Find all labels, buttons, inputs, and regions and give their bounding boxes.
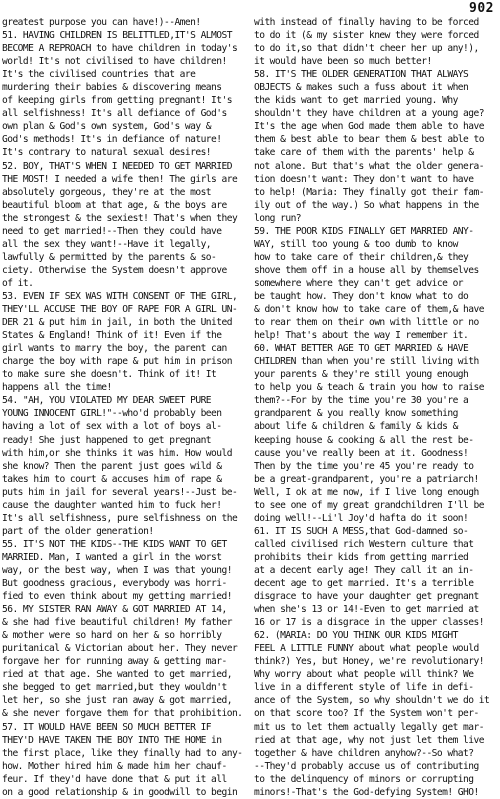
text-line: ance of the System, so why shouldn't we do it xyxy=(254,695,490,707)
text-line: But goodness gracious, everybody was horri- xyxy=(2,578,227,590)
text-line: on that score too? If the System won't per- xyxy=(254,708,479,720)
text-line: & she never forgave them for that prohibition. xyxy=(2,708,243,720)
text-line: be taught how. They don't know what to do xyxy=(254,290,469,302)
text-line: It's contrary to natural sexual desires! xyxy=(2,147,212,159)
text-line: own plan & God's own system, God's way & xyxy=(2,121,212,133)
text-line: ried at that age, why not just let them live xyxy=(254,734,484,746)
text-line: need to get married!--Then they could have xyxy=(2,225,222,237)
text-line: It's the age when God made them able to have xyxy=(254,121,484,133)
text-line: let her, so she just ran away & got married, xyxy=(2,695,232,707)
text-line: Well, I ok at me now, if I live long enough xyxy=(254,486,479,498)
text-line: the kids want to get married young. Why xyxy=(254,95,458,107)
text-line: them & best able to bear them & best able to xyxy=(254,134,484,146)
text-line: ily out of the way.) So what happens in the xyxy=(254,199,479,211)
text-line: of it. xyxy=(2,277,34,289)
text-line: all the sex they want!--Have it legally, xyxy=(2,238,212,250)
text-line: cause the daughter wanted him to fuck her! xyxy=(2,499,222,511)
text-line: MARRIED. Man, I wanted a girl in the worst xyxy=(2,551,222,563)
text-line: grandparent & you really know something xyxy=(254,408,458,420)
text-line: long run? xyxy=(254,212,302,224)
text-line: & don't know how to take care of them,& have xyxy=(254,304,484,316)
text-line: YOUNG INNOCENT GIRL!"--who'd probably been xyxy=(2,408,222,420)
text-line: to help! (Maria: They finally got their fam- xyxy=(254,186,484,198)
text-line: mit us to let them actually legally get mar- xyxy=(254,721,484,733)
text-line: to help you & teach & train you how to raise xyxy=(254,382,484,394)
text-line: THEY'LL ACCUSE THE BOY OF RAPE FOR A GIRL UN- xyxy=(2,304,238,316)
text-line: it would have been so much better! xyxy=(254,56,432,68)
text-line: greatest purpose you can have!)--Amen! xyxy=(2,17,201,28)
text-line: 62. (MARIA: DO YOU THINK OUR KIDS MIGHT xyxy=(254,630,458,642)
text-line: tion doesn't want: They don't want to have xyxy=(254,173,474,185)
text-line: doing well!--Li'l Joy'd hafta do it soon! xyxy=(254,512,469,524)
text-line: ciety. Otherwise the System doesn't approve xyxy=(2,264,227,276)
text-line: how to take care of their children,& they xyxy=(254,251,469,263)
text-line: happens all the time! xyxy=(2,382,112,394)
text-line: all selfishness! It's all defiance of God's xyxy=(2,108,227,120)
text-line: 58. IT'S THE OLDER GENERATION THAT ALWAYS xyxy=(254,69,469,81)
text-line: States & England! Think of it! Even if the xyxy=(2,330,222,342)
text-line: charge the boy with rape & put him in prison xyxy=(2,356,232,368)
text-line: with him,or she thinks it was him. How would xyxy=(2,447,232,459)
text-line: she begged to get married,but they wouldn't xyxy=(2,682,227,694)
text-line: 52. BOY, THAT'S WHEN I NEEDED TO GET MARRIED xyxy=(2,160,232,172)
text-line: 16 or 17 is a disgrace in the upper classes! xyxy=(254,617,484,629)
text-line: how. Mother hired him & made him her chauf- xyxy=(2,760,227,772)
text-line: of keeping girls from getting pregnant! It's xyxy=(2,95,232,107)
text-line: prohibits their kids from getting married xyxy=(254,551,469,563)
text-line: & she had five beautiful children! My father xyxy=(2,617,232,629)
text-line: lawfully & permitted by the parents & so- xyxy=(2,251,217,263)
text-line: to see one of my great grandchildren I'll be xyxy=(254,499,484,511)
text-line: on a good relationship & in goodwill to begin xyxy=(2,786,238,798)
text-line: beautiful bloom at that age, & the boys are xyxy=(2,199,227,211)
text-line: think?) Yes, but Honey, we're revolutionary! xyxy=(254,656,484,668)
text-line: the first place, like they finally had to any- xyxy=(2,747,243,759)
text-line: somewhere where they can't get advice or xyxy=(254,277,464,289)
text-line: forgave her for running away & getting mar- xyxy=(2,656,227,668)
right-column xyxy=(254,16,498,799)
text-line: with instead of finally having to be forced xyxy=(254,17,479,28)
text-line: It's the civilised countries that are xyxy=(2,69,196,81)
text-line: OBJECTS & makes such a fuss about it when xyxy=(254,82,469,94)
text-line: absolutely gorgeous, they're at the most xyxy=(2,186,212,198)
text-line: feur. If they'd have done that & put it all xyxy=(2,773,227,785)
text-line: 59. THE POOR KIDS FINALLY GET MARRIED ANY- xyxy=(254,225,474,237)
text-line: together & have children anyhow?--So what? xyxy=(254,747,474,759)
text-line: fied to even think about my getting married! xyxy=(2,591,232,603)
left-column xyxy=(2,16,246,799)
text-line: Why worry about what people will think? We xyxy=(254,669,474,681)
text-line: minors!-That's the God-defying System! GHO! xyxy=(254,786,479,798)
text-line: them?--For by the time you're 30 you're a xyxy=(254,395,469,407)
text-line: having a lot of sex with a lot of boys al- xyxy=(2,421,222,433)
text-line: help! That's about the way I remember it. xyxy=(254,330,469,342)
text-line: & mother were so hard on her & so horribly xyxy=(2,630,222,642)
page-number: 902 xyxy=(469,1,494,16)
text-line: take care of them with the parents' help & xyxy=(254,147,474,159)
text-line: world! It's not civilised to have children! xyxy=(2,56,227,68)
text-line: your parents & they're still young enough xyxy=(254,369,469,381)
text-line: 54. "AH, YOU VIOLATED MY DEAR SWEET PURE xyxy=(2,395,212,407)
text-line: --They'd probably accuse us of contributing xyxy=(254,760,479,772)
text-line: she know? Then the parent just goes wild & xyxy=(2,460,222,472)
text-line: when she's 13 or 14!-Even to get married at xyxy=(254,604,479,616)
text-line: to rear them on their own with little or no xyxy=(254,317,479,329)
text-line: at a decent early age! They call it an in- xyxy=(254,564,474,576)
text-line: part of the older generation! xyxy=(2,525,154,537)
text-line: THE MOST! I needed a wife then! The girls are xyxy=(2,173,238,185)
text-line: 60. WHAT BETTER AGE TO GET MARRIED & HAVE xyxy=(254,343,469,355)
text-line: to do it (& my sister knew they were forced xyxy=(254,30,479,42)
text-line: God's methods! It's in defiance of nature! xyxy=(2,134,222,146)
text-line: puts him in jail for several years!--Just be- xyxy=(2,486,238,498)
text-line: decent age to get married. It's a terrible xyxy=(254,578,474,590)
text-line: 57. IT WOULD HAVE BEEN SO MUCH BETTER IF xyxy=(2,721,212,733)
text-line: FEEL A LITTLE FUNNY about what people would xyxy=(254,643,479,655)
text-line: disgrace to have your daughter get pregnant xyxy=(254,591,479,603)
text-line: shove them off in a house all by themselves xyxy=(254,264,479,276)
text-line: DER 21 & put him in jail, in both the United xyxy=(2,317,232,329)
text-line: 55. IT'S NOT THE KIDS--THE KIDS WANT TO GET xyxy=(2,538,227,550)
text-line: 53. EVEN IF SEX WAS WITH CONSENT OF THE GIRL, xyxy=(2,290,238,302)
text-line: to the delinquency of minors or corrupting xyxy=(254,773,474,785)
text-line: shouldn't they have children at a young age? xyxy=(254,108,484,120)
text-line: live in a different style of life in defi- xyxy=(254,682,474,694)
text-line: cause you've really been at it. Goodness! xyxy=(254,447,469,459)
text-line: way, or the best way, when I was that young! xyxy=(2,564,232,576)
text-line: the strongest & the sexiest! That's when they xyxy=(2,212,238,224)
text-line: takes him to court & accuses him of rape & xyxy=(2,473,222,485)
text-line: be a great-grandparent, you're a patriarch! xyxy=(254,473,479,485)
text-line: THEY'D HAVE TAKEN THE BOY INTO THE HOME in xyxy=(2,734,222,746)
text-line: WAY, still too young & too dumb to know xyxy=(254,238,458,250)
text-line: Then by the time you're 45 you're ready to xyxy=(254,460,474,472)
text-line: 56. MY SISTER RAN AWAY & GOT MARRIED AT 14, xyxy=(2,604,227,616)
text-line: ready! She just happened to get pregnant xyxy=(2,434,212,446)
text-line: puritanical & Victorian about her. They never xyxy=(2,643,238,655)
text-line: murdering their babies & discovering means xyxy=(2,82,222,94)
text-line: 61. IT IS SUCH A MESS,that God-damned so- xyxy=(254,525,469,537)
text-line: BECOME A REPROACH to have children in today's xyxy=(2,43,238,55)
text-line: called civilised rich Western culture that xyxy=(254,538,474,550)
text-line: to make sure she doesn't. Think of it! It xyxy=(2,369,217,381)
text-line: 51. HAVING CHILDREN IS BELITTLED,IT'S ALMOST xyxy=(2,30,232,42)
text-line: not alone. But that's what the older genera- xyxy=(254,160,484,172)
text-line: to do it,so that didn't cheer her up any!), xyxy=(254,43,479,55)
text-line: girl wants to marry the boy, the parent can xyxy=(2,343,227,355)
text-line: ried at that age. She wanted to get married, xyxy=(2,669,232,681)
text-line: about life & children & family & kids & xyxy=(254,421,458,433)
text-line: keeping house & cooking & all the rest be- xyxy=(254,434,474,446)
text-line: CHILDREN than when you're still living with xyxy=(254,356,479,368)
text-line: It's all selfishness, pure selfishness on the xyxy=(2,512,238,524)
